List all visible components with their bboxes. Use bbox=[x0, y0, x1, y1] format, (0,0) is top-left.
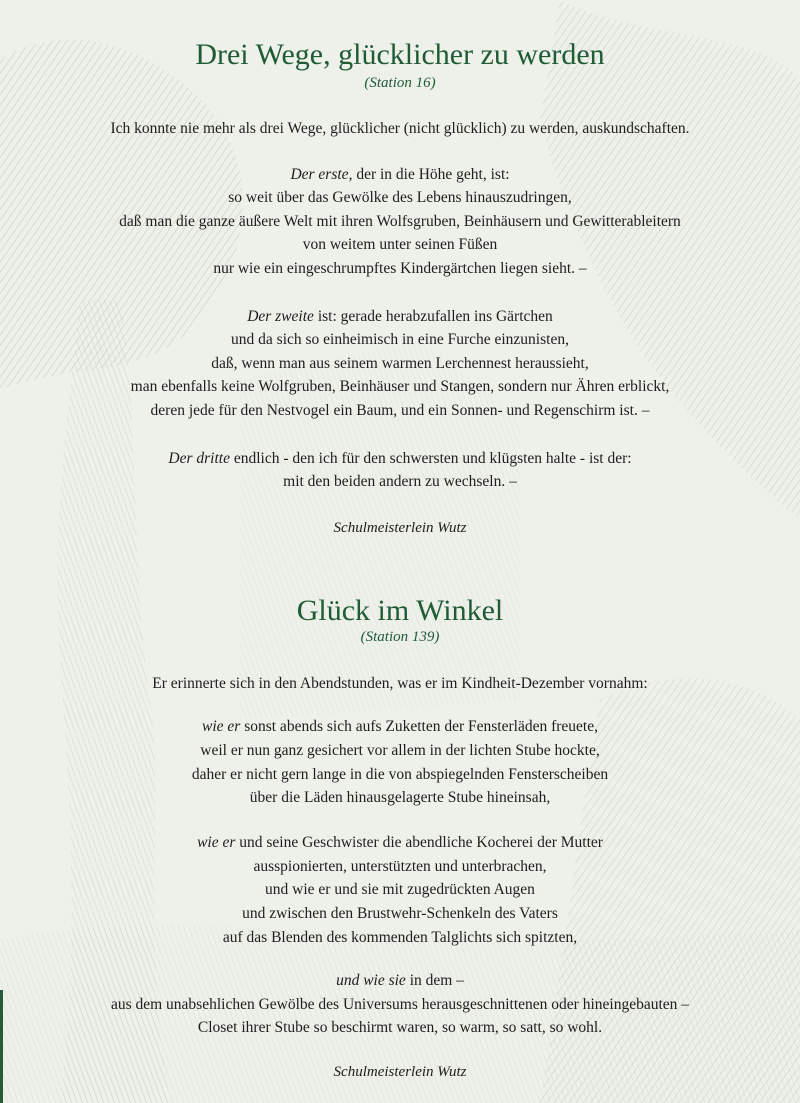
verse-line: ausspionierten, unterstützten und unterbrachen, bbox=[253, 858, 547, 875]
verse-line: auf das Blenden des kommenden Talglichts sich spitzten, bbox=[222, 929, 578, 946]
verse-line: daher er nicht gern lange in die von abspiegelnden Fensterscheiben bbox=[191, 766, 609, 783]
lead-text: und seine Geschwister die abendliche Kocherei der Mutter bbox=[235, 834, 603, 851]
section-title: Drei Wege, glücklicher zu werden bbox=[195, 38, 605, 71]
verse-line: und zwischen den Brustwehr-Schenkeln des Vaters bbox=[242, 905, 558, 922]
verse-line: nur wie ein eingeschrumpftes Kindergärtchen liegen sieht. – bbox=[213, 260, 587, 277]
page-edge-bar bbox=[0, 990, 3, 1103]
lead-emphasis: und wie sie bbox=[336, 972, 406, 989]
lead-text: in dem – bbox=[405, 972, 464, 989]
verse-line: aus dem unabsehlichen Gewölbe des Universums herausgeschnittenen oder hineingebauten – bbox=[110, 996, 690, 1013]
lead-emphasis: Der zweite bbox=[247, 308, 314, 325]
verse-line: und wie er und sie mit zugedrückten Augen bbox=[265, 881, 535, 898]
verse-line: über die Läden hinausgelagerte Stube hineinsah, bbox=[249, 789, 551, 806]
verse-line: von weitem unter seinen Füßen bbox=[302, 236, 498, 253]
lead-emphasis: Der erste bbox=[290, 166, 349, 183]
verse-line: deren jede für den Nestvogel ein Baum, und ein Sonnen- und Regenschirm ist. – bbox=[150, 402, 650, 419]
station-label: (Station 139) bbox=[360, 629, 440, 645]
section-title: Glück im Winkel bbox=[296, 594, 504, 627]
paragraph-lead bbox=[0, 716, 800, 738]
verse-line: Closet ihrer Stube so beschirmt waren, so warm, so satt, so wohl. bbox=[197, 1019, 603, 1036]
paragraph-lead bbox=[0, 970, 800, 992]
signature: Schulmeisterlein Wutz bbox=[333, 1064, 467, 1080]
lead-text: ist: gerade herabzufallen ins Gärtchen bbox=[313, 308, 553, 325]
verse-line: mit den beiden andern zu wechseln. – bbox=[283, 473, 517, 490]
paragraph-lead bbox=[0, 306, 800, 328]
lead-text: sonst abends sich aufs Zuketten der Fensterläden freuete, bbox=[240, 718, 598, 735]
lead-text: endlich - den ich für den schwersten und klügsten halte - ist der: bbox=[229, 450, 632, 467]
paragraph-lead bbox=[0, 832, 800, 854]
signature: Schulmeisterlein Wutz bbox=[333, 520, 467, 536]
lead-text: , der in die Höhe geht, ist: bbox=[348, 166, 510, 183]
intro-line: Er erinnerte sich in den Abendstunden, was er im Kindheit-Dezember vornahm: bbox=[152, 675, 648, 692]
lead-emphasis: wie er bbox=[202, 718, 241, 735]
paragraph-lead bbox=[0, 164, 800, 186]
verse-line: daß, wenn man aus seinem warmen Lerchennest heraussieht, bbox=[211, 355, 589, 372]
intro-line: Ich konnte nie mehr als drei Wege, glücklicher (nicht glücklich) zu werden, auskundschaften. bbox=[110, 120, 690, 137]
paragraph-lead bbox=[0, 448, 800, 470]
verse-line: man ebenfalls keine Wolfgruben, Beinhäuser und Stangen, sondern nur Ähren erblickt, bbox=[130, 378, 670, 395]
verse-line: und da sich so einheimisch in eine Furche einzunisten, bbox=[231, 331, 569, 348]
station-label: (Station 16) bbox=[364, 75, 436, 91]
verse-line: daß man die ganze äußere Welt mit ihren Wolfsgruben, Beinhäusern und Gewitterableitern bbox=[119, 213, 681, 230]
verse-line: so weit über das Gewölke des Lebens hinauszudringen, bbox=[228, 189, 572, 206]
verse-line: weil er nun ganz gesichert vor allem in der lichten Stube hockte, bbox=[200, 742, 600, 759]
lead-emphasis: Der dritte bbox=[168, 450, 230, 467]
lead-emphasis: wie er bbox=[197, 834, 236, 851]
